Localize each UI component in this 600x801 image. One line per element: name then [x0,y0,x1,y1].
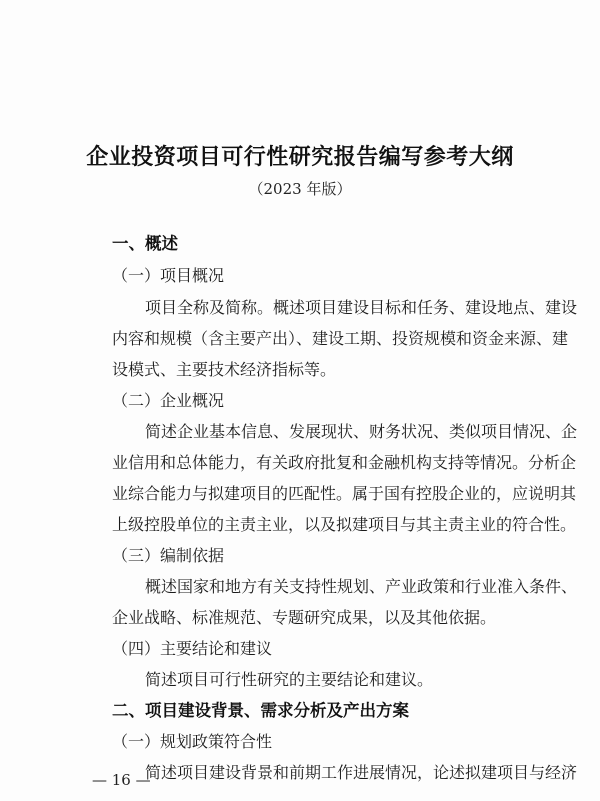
subsection-heading-company-overview: （二）企业概况 [112,391,225,410]
paragraph-line: 业综合能力与拟建项目的匹配性。属于国有控股企业的，应说明其 [112,484,577,503]
page-number: — 16 — [92,771,151,789]
subsection-heading-project-overview: （一）项目概况 [112,266,225,285]
paragraph-line: 简述项目建设背景和前期工作进展情况，论述拟建项目与经济 [145,763,578,782]
section-heading-background: 二、项目建设背景、需求分析及产出方案 [112,701,409,720]
paragraph-line: 内容和规模（含主要产出）、建设工期、投资规模和资金来源、建 [112,329,569,348]
document-title: 企业投资项目可行性研究报告编写参考大纲 [86,144,514,170]
paragraph-line: 设模式、主要技术经济指标等。 [112,360,337,379]
paragraph-line: 简述项目可行性研究的主要结论和建议。 [145,670,434,689]
section-heading-overview: 一、概述 [112,234,178,253]
subsection-heading-basis: （三）编制依据 [112,546,225,565]
paragraph-line: 企业战略、标准规范、专题研究成果，以及其他依据。 [112,608,497,627]
paragraph-line: 上级控股单位的主责主业，以及拟建项目与其主责主业的符合性。 [112,515,577,534]
paragraph-line: 项目全称及简称。概述项目建设目标和任务、建设地点、建设 [145,298,578,317]
subsection-heading-conclusions: （四）主要结论和建议 [112,639,273,658]
subsection-heading-policy-compliance: （一）规划政策符合性 [112,732,273,751]
document-subtitle: （2023 年版） [248,180,352,198]
paragraph-line: 概述国家和地方有关支持性规划、产业政策和行业准入条件、 [145,577,578,596]
paragraph-line: 简述企业基本信息、发展现状、财务状况、类似项目情况、企 [145,422,578,441]
paragraph-line: 业信用和总体能力，有关政府批复和金融机构支持等情况。分析企 [112,453,577,472]
